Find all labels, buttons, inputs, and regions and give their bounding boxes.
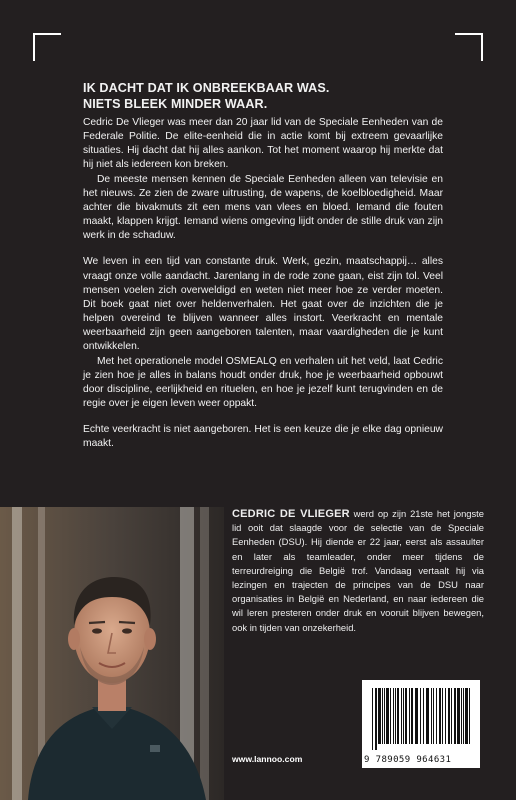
isbn-barcode: [362, 680, 480, 768]
paragraph-pressure: We leven in een tijd van constante druk. Werk, gezin, maatschappij… alles vraagt onze volle aandacht. Jarenlang in de rode zone gaan, eist zijn tol. Veel mensen voelen zich overweldigd en weten niet meer hoe ze verder moeten. Dit boek gaat niet over heldenverhalen. Het gaat over de inzichten die je helpen overeind te blijven wanneer alles instort. Veerkracht en mentale weerbaarheid zijn geen aangeboren talenten, maar vaardigheden die je kunt ontwikkelen.: [83, 256, 443, 353]
headline: [83, 80, 443, 112]
author-name: CEDRIC DE VLIEGER: [232, 508, 350, 520]
publisher-url[interactable]: www.lannoo.com: [232, 754, 303, 764]
paragraph-osmealq: Met het operationele model OSMEALQ en verhalen uit het veld, laat Cedric je zien hoe je alles in balans houdt onder druk, hoe je weerbaarheid opbouwt door discipline, eerlijkheid en rituelen, en hoe je jezelf kunt terugvinden en de regie over je eigen leven weer oppakt.: [83, 355, 443, 409]
headline-line-1: IK DACHT DAT IK ONBREEKBAAR WAS.: [83, 81, 330, 95]
author-bio-text: werd op zijn 21ste het jongste lid ooit dat slaagde voor de selectie van de Speciale Eenheden (DSU). Hij diende er 22 jaar, eerst als assaulter en later als teamleader, onder meer tijdens de terreurdreiging die België trof. Vandaag vertaalt hij via lezingen en trajecten de principes van de DSU naar organisaties in België en Nederland, en naar iedereen die wil leren presteren onder druk en vooruit blijven bewegen, ook in tijden van onzekerheid.: [232, 508, 485, 633]
headline-line-2: NIETS BLEEK MINDER WAAR.: [83, 97, 268, 111]
isbn-digits: 9 789059 964631: [364, 755, 452, 765]
back-cover-text: [83, 80, 443, 451]
paragraph-closing: Echte veerkracht is niet aangeboren. Het is een keuze die je elke dag opnieuw maakt.: [83, 424, 443, 450]
corner-mark-top-left: [33, 33, 61, 61]
corner-mark-top-right: [455, 33, 483, 61]
author-photo: [0, 507, 224, 800]
author-bio: [232, 507, 484, 635]
barcode-bars: [372, 688, 470, 750]
paragraph-special-units: De meeste mensen kennen de Speciale Eenheden alleen van televisie en het nieuws. Ze zien de zware uitrusting, de wapens, de koelbloedigheid. Maar achter die bivakmuts zit een mens van vlees en bloed. Iemand die fouten maakt, klappen krijgt. Iemand wiens omgeving lijdt onder de stille druk van zijn werk in de schaduw.: [83, 173, 443, 242]
paragraph-intro: Cedric De Vlieger was meer dan 20 jaar lid van de Speciale Eenheden van de Federale Politie. De elite-eenheid die in actie komt bij extreem gevaarlijke situaties. Hij dacht dat hij alles aankon. Tot het moment waarop hij merkte dat hij niet als iedereen kon breken.: [83, 117, 443, 171]
